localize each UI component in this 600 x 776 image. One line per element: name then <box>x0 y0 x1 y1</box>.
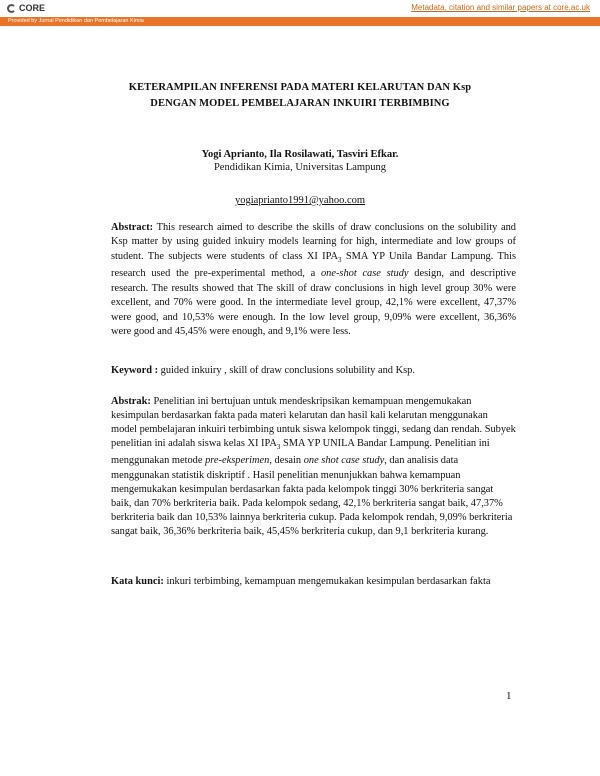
core-metadata-link[interactable]: Metadata, citation and similar papers at core.ac.uk <box>411 3 590 12</box>
paper-affiliation: Pendidikan Kimia, Universitas Lampung <box>213 162 387 173</box>
provided-by-banner[interactable]: Provided by Jurnal Pendidikan dan Pembelajaran Kimia <box>0 17 600 26</box>
abstract-id-text-3: , desain <box>269 455 302 467</box>
keyword-id-label: Kata kunci: <box>111 576 164 587</box>
core-logo-icon <box>7 4 16 13</box>
page-number: 1 <box>506 690 512 702</box>
abstract-id-subscript: 3 <box>276 443 281 452</box>
keywords-english <box>111 364 516 378</box>
paper-title-line-2: DENGAN MODEL PEMBELAJARAN INKUIRI TERBIMBING <box>150 98 450 109</box>
abstract-english <box>111 221 516 339</box>
paper-title-line-1: KETERAMPILAN INFERENSI PADA MATERI KELARUTAN DAN Ksp <box>128 82 472 93</box>
abstract-en-subscript: 3 <box>337 255 342 264</box>
keywords-indonesian <box>111 575 516 589</box>
paper-title <box>80 80 520 112</box>
keyword-id-text: inkuri terbimbing, kemampuan mengemukakan kesimpulan berdasarkan fakta <box>166 576 491 587</box>
author-email-link[interactable]: yogiaprianto1991@yahoo.com <box>234 195 366 206</box>
abstract-id-italic-2: one shot case study <box>303 455 385 467</box>
abstract-id-text-4: , dan analisis data menggunakan statistik diskriptif . Hasil penelitian menunjukkan bahwa kemampuan mengemukakan kesimpulan berdasarkan fakta pada kelompok tinggi 30% berkriteria sangat baik, dan 70% berkriteria baik. Pada kelompok sedang, 42,1% berkriteria sangat baik, 47,37% berkriteria baik dan 10,53% lainnya berkriteria cukup. Pada kelompok rendah, 9,09% berkriteria sangat baik, 36,36% berkriteria baik, 45,45% berkriteria cukup, dan 9,1 berkriteria kurang. <box>111 455 513 537</box>
abstract-id-italic-1: pre-eksperimen <box>205 455 270 467</box>
core-logo-text: CORE <box>19 3 46 13</box>
abstract-id-label: Abstrak: <box>111 396 151 407</box>
paper-authors: Yogi Aprianto, Ila Rosilawati, Tasviri Efkar. <box>201 149 399 160</box>
abstract-id-text-2: SMA YP UNILA Bandar Lampung. Penelitian ini menggunakan metode <box>111 438 490 467</box>
abstract-indonesian <box>111 395 516 539</box>
keyword-en-text: guided inkuiry , skill of draw conclusions solubility and Ksp. <box>160 365 415 376</box>
keyword-en-label: Keyword : <box>111 365 159 376</box>
core-logo[interactable] <box>7 3 45 13</box>
abstract-en-label: Abstract: <box>111 222 154 233</box>
abstract-en-text-3: design, and descriptive research. The results showed that The skill of draw conclusions in high level group 30% were excellent, and 70% were good. In the intermediate level group, 42,1% were excellent, 47,37% were good, and 10,53% were enough. In the low level group, 9,09% were excellent, 36,36% were good and 45,45% were enough, and 9,1% were less. <box>111 268 516 337</box>
abstract-en-italic: one-shot case study <box>320 268 409 280</box>
abstract-en-text-1: This research aimed to describe the skills of draw conclusions on the solubility and Ksp matter by using guided inkuiry models learning for high, intermediate and low groups of student. The subjects were students of class XI IPA <box>111 222 516 262</box>
abstract-id-text-1: Penelitian ini bertujuan untuk mendeskripsikan kemampuan mengemukakan kesimpulan berdasarkan fakta pada materi kelarutan dan hasil kali kelarutan menggunakan model pembelajaran inkuiri terbimbing untuk siswa kelompok tinggi, sedang dan rendah. Subyek penelitian ini adalah siswa kelas XI IPA <box>111 396 516 450</box>
abstract-en-text-2: SMA YP Unila Bandar Lampung. This research used the pre-experimental method, a <box>111 250 516 280</box>
core-header <box>0 0 600 17</box>
